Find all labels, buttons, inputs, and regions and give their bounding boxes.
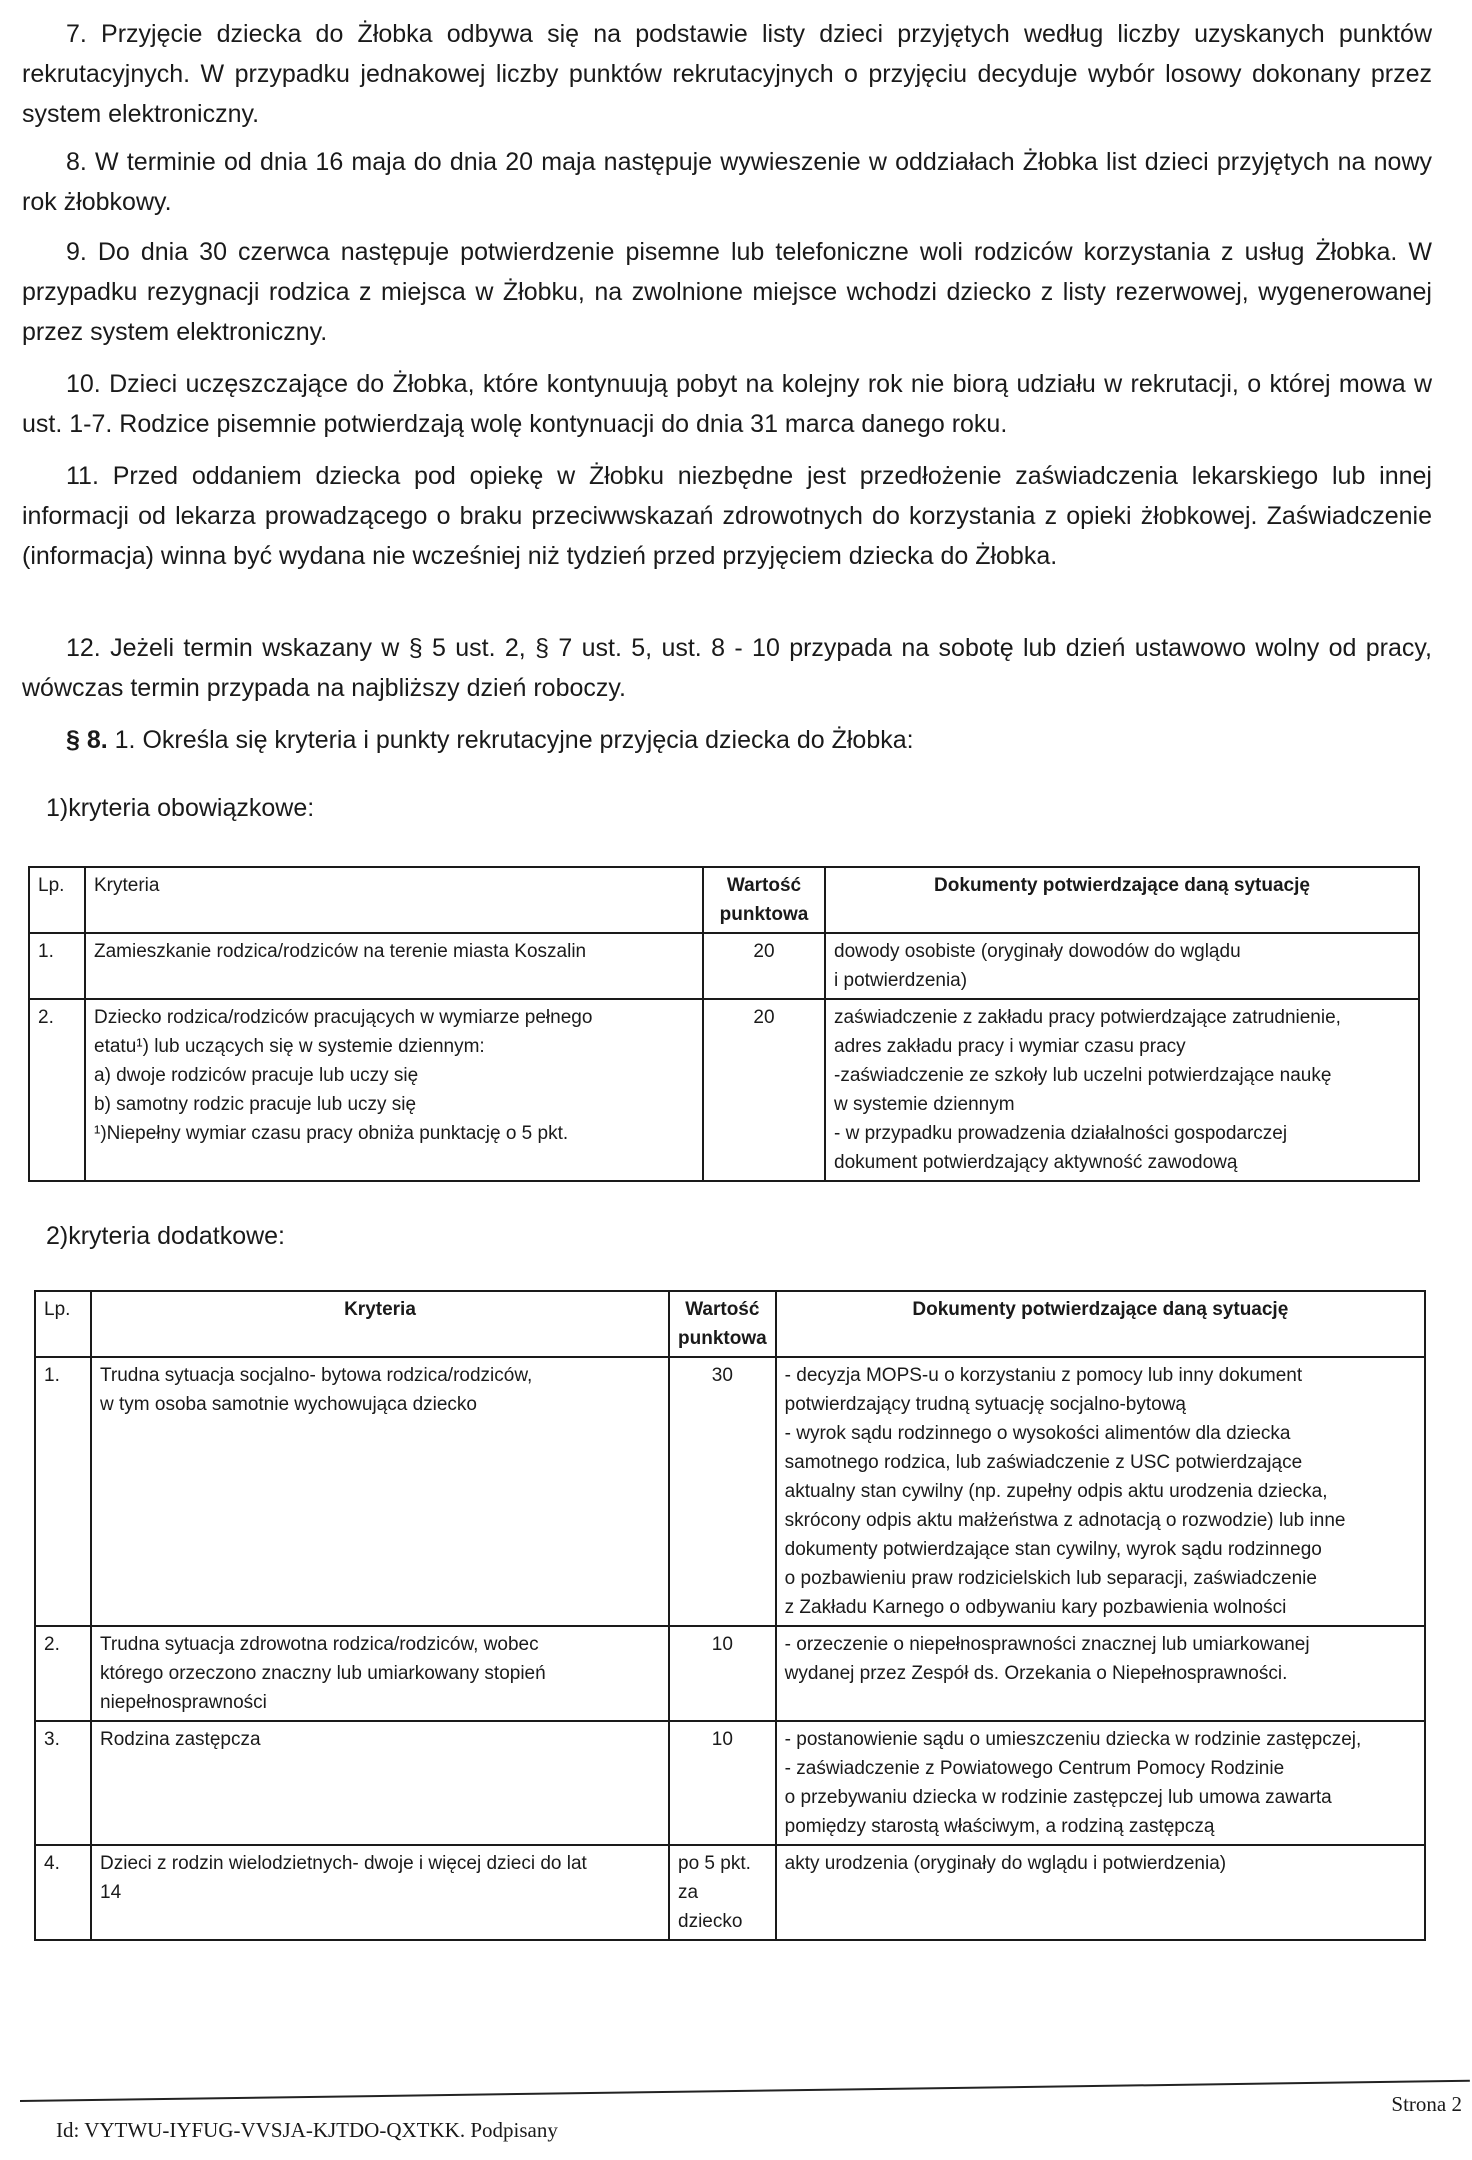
table1-heading: 1)kryteria obowiązkowe: xyxy=(46,794,315,822)
section-mark: § 8. xyxy=(66,726,108,754)
row-lp: 1. xyxy=(29,933,85,999)
row-lp: 2. xyxy=(29,999,85,1181)
row-criteria xyxy=(91,1357,669,1626)
row-criteria xyxy=(85,933,703,999)
row-value: 10 xyxy=(669,1721,776,1845)
docs-line: wydanej przez Zespół ds. Orzekania o Niepełnosprawności. xyxy=(784,1663,1288,1684)
table-row xyxy=(35,1626,1425,1721)
additional-criteria-table xyxy=(34,1290,1426,1941)
row-docs xyxy=(825,999,1419,1181)
criteria-line: b) samotny rodzic pracuje lub uczy się xyxy=(94,1094,417,1115)
header-lp: Lp. xyxy=(29,867,85,933)
criteria-line: a) dwoje rodziców pracuje lub uczy się xyxy=(94,1065,419,1086)
row-lp: 3. xyxy=(35,1721,91,1845)
header-value: Wartość punktowa xyxy=(703,867,825,933)
criteria-line: Trudna sytuacja zdrowotna rodzica/rodziców, wobec xyxy=(100,1634,539,1655)
table-row xyxy=(29,933,1419,999)
docs-line: potwierdzający trudną sytuację socjalno-bytową xyxy=(784,1394,1186,1415)
table-header-row xyxy=(35,1291,1425,1357)
criteria-line: Dzieci z rodzin wielodzietnych- dwoje i więcej dzieci do lat xyxy=(100,1853,587,1874)
header-docs: Dokumenty potwierdzające daną sytuację xyxy=(825,867,1419,933)
docs-line: dowody osobiste (oryginały dowodów do wglądu xyxy=(834,941,1241,962)
row-docs xyxy=(825,933,1419,999)
table-header-row xyxy=(29,867,1419,933)
row-lp: 1. xyxy=(35,1357,91,1626)
docs-line: skrócony odpis aktu małżeństwa z adnotacją o rozwodzie) lub inne xyxy=(784,1510,1346,1531)
row-criteria xyxy=(85,999,703,1181)
docs-line: adres zakładu pracy i wymiar czasu pracy xyxy=(834,1036,1186,1057)
criteria-line: etatu¹) lub uczących się w systemie dziennym: xyxy=(94,1036,485,1057)
table-row xyxy=(29,999,1419,1181)
paragraph-12: 12. Jeżeli termin wskazany w § 5 ust. 2, § 7 ust. 5, ust. 8 - 10 przypada na sobotę lub dzień ustawowo wolny od pracy, wówczas termin przypada na najbliższy dzień roboczy. xyxy=(22,634,1432,702)
paragraph-8: 8. W terminie od dnia 16 maja do dnia 20 maja następuje wywieszenie w oddziałach Żłobka list dzieci przyjętych na nowy rok żłobkowy. xyxy=(22,148,1432,216)
row-value: 10 xyxy=(669,1626,776,1721)
criteria-line: Trudna sytuacja socjalno- bytowa rodzica/rodziców, xyxy=(100,1365,533,1386)
docs-line: dokument potwierdzający aktywność zawodową xyxy=(834,1152,1238,1173)
criteria-line: którego orzeczono znaczny lub umiarkowany stopień xyxy=(100,1663,546,1684)
criteria-line: w tym osoba samotnie wychowująca dziecko xyxy=(100,1394,478,1415)
footer-divider xyxy=(20,2080,1470,2102)
docs-line: - orzeczenie o niepełnosprawności znacznej lub umiarkowanej xyxy=(784,1634,1310,1655)
row-value: 20 xyxy=(703,933,825,999)
section-text: 1. Określa się kryteria i punkty rekrutacyjne przyjęcia dziecka do Żłobka: xyxy=(107,726,914,754)
row-docs xyxy=(776,1357,1425,1626)
row-lp: 2. xyxy=(35,1626,91,1721)
header-criteria: Kryteria xyxy=(85,867,703,933)
paragraph-10: 10. Dzieci uczęszczające do Żłobka, które kontynuują pobyt na kolejny rok nie biorą udziału w rekrutacji, o której mowa w ust. 1-7. Rodzice pisemnie potwierdzają wolę kontynuacji do dnia 31 marca danego roku. xyxy=(22,370,1432,438)
docs-line: samotnego rodzica, lub zaświadczenie z USC potwierdzające xyxy=(784,1452,1303,1473)
section-8-intro xyxy=(22,720,1432,760)
page-number: Strona 2 xyxy=(1391,2092,1462,2116)
criteria-line: Zamieszkanie rodzica/rodziców na terenie miasta Koszalin xyxy=(94,941,587,962)
paragraph-11: 11. Przed oddaniem dziecka pod opiekę w Żłobku niezbędne jest przedłożenie zaświadczenia lekarskiego lub innej informacji od lekarza prowadzącego o braku przeciwwskazań zdrowotnych do korzystania z opieki żłobkowej. Zaświadczenie (informacja) winna być wydana nie wcześniej niż tydzień przed przyjęciem dziecka do Żłobka. xyxy=(22,462,1432,570)
document-id: Id: VYTWU-IYFUG-VVSJA-KJTDO-QXTKK. Podpisany xyxy=(56,2118,558,2142)
row-criteria xyxy=(91,1721,669,1845)
row-value: 30 xyxy=(669,1357,776,1626)
table-row xyxy=(35,1357,1425,1626)
row-value: po 5 pkt. za dziecko xyxy=(669,1845,776,1940)
header-docs: Dokumenty potwierdzające daną sytuację xyxy=(776,1291,1425,1357)
footnote: ¹)Niepełny wymiar czasu pracy obniża punktację o 5 pkt. xyxy=(94,1123,569,1144)
docs-line: i potwierdzenia) xyxy=(834,970,968,991)
mandatory-criteria-table xyxy=(28,866,1420,1182)
header-criteria: Kryteria xyxy=(91,1291,669,1357)
docs-line: - w przypadku prowadzenia działalności gospodarczej xyxy=(834,1123,1288,1144)
table-row xyxy=(35,1845,1425,1940)
docs-line: o pozbawieniu praw rodzicielskich lub separacji, zaświadczenie xyxy=(784,1568,1317,1589)
row-docs xyxy=(776,1626,1425,1721)
table-row xyxy=(35,1721,1425,1845)
row-criteria xyxy=(91,1845,669,1940)
docs-line: dokumenty potwierdzające stan cywilny, wyrok sądu rodzinnego xyxy=(784,1539,1322,1560)
docs-line: o przebywaniu dziecka w rodzinie zastępczej lub umowa zawarta xyxy=(784,1787,1332,1808)
docs-line: zaświadczenie z zakładu pracy potwierdzające zatrudnienie, xyxy=(834,1007,1341,1028)
docs-line: z Zakładu Karnego o odbywaniu kary pozbawienia wolności xyxy=(784,1597,1287,1618)
header-lp: Lp. xyxy=(35,1291,91,1357)
docs-line: aktualny stan cywilny (np. zupełny odpis aktu urodzenia dziecka, xyxy=(784,1481,1328,1502)
table2-heading: 2)kryteria dodatkowe: xyxy=(46,1222,286,1250)
docs-line: -zaświadczenie ze szkoły lub uczelni potwierdzające naukę xyxy=(834,1065,1332,1086)
row-criteria xyxy=(91,1626,669,1721)
row-value: 20 xyxy=(703,999,825,1181)
criteria-line: 14 xyxy=(100,1882,122,1903)
docs-line: akty urodzenia (oryginały do wglądu i potwierdzenia) xyxy=(784,1853,1227,1874)
docs-line: - wyrok sądu rodzinnego o wysokości alimentów dla dziecka xyxy=(784,1423,1291,1444)
docs-line: pomiędzy starostą właściwym, a rodziną zastępczą xyxy=(784,1816,1215,1837)
paragraph-7: 7. Przyjęcie dziecka do Żłobka odbywa się na podstawie listy dzieci przyjętych według liczby uzyskanych punktów rekrutacyjnych. W przypadku jednakowej liczby punktów rekrutacyjnych o przyjęciu decyduje wybór losowy dokonany przez system elektroniczny. xyxy=(22,20,1432,128)
row-docs xyxy=(776,1845,1425,1940)
paragraph-9: 9. Do dnia 30 czerwca następuje potwierdzenie pisemne lub telefoniczne woli rodziców korzystania z usług Żłobka. W przypadku rezygnacji rodzica z miejsca w Żłobku, na zwolnione miejsce wchodzi dziecko z listy rezerwowej, wygenerowanej przez system elektroniczny. xyxy=(22,238,1432,346)
docs-line: - zaświadczenie z Powiatowego Centrum Pomocy Rodzinie xyxy=(784,1758,1285,1779)
criteria-line: niepełnosprawności xyxy=(100,1692,267,1713)
docs-line: w systemie dziennym xyxy=(834,1094,1015,1115)
criteria-line: Dziecko rodzica/rodziców pracujących w wymiarze pełnego xyxy=(94,1007,593,1028)
row-lp: 4. xyxy=(35,1845,91,1940)
docs-line: - postanowienie sądu o umieszczeniu dziecka w rodzinie zastępczej, xyxy=(784,1729,1362,1750)
criteria-line: Rodzina zastępcza xyxy=(100,1729,261,1750)
row-docs xyxy=(776,1721,1425,1845)
header-value: Wartość punktowa xyxy=(669,1291,776,1357)
docs-line: - decyzja MOPS-u o korzystaniu z pomocy lub inny dokument xyxy=(784,1365,1303,1386)
